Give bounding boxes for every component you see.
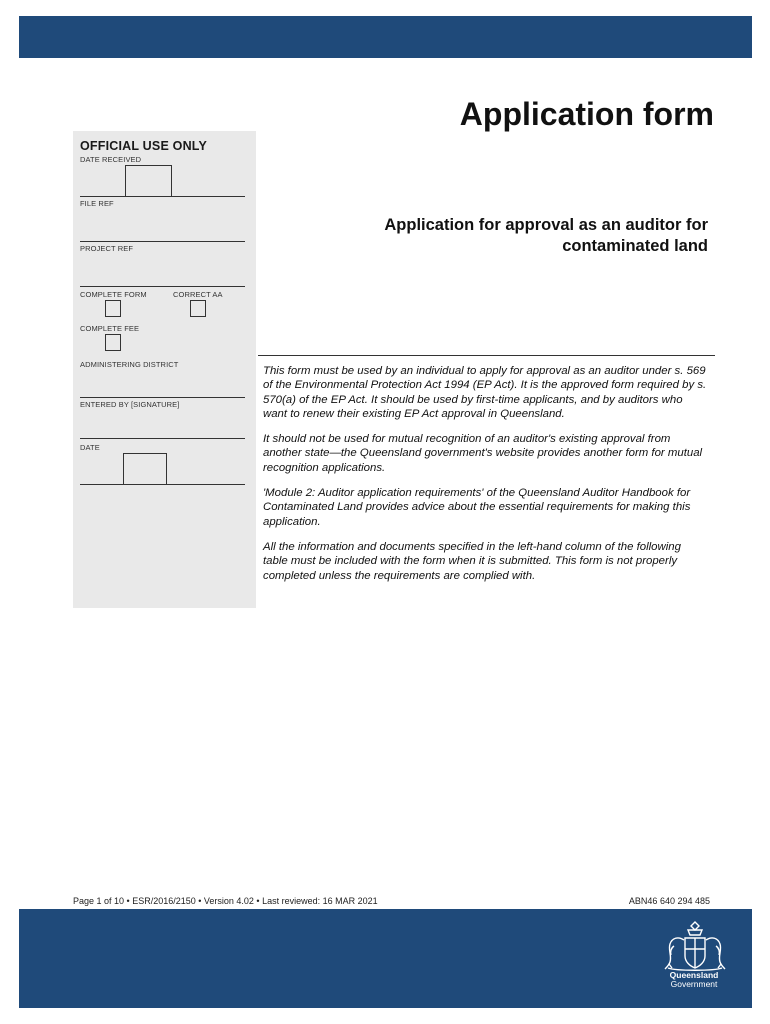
official-use-panel: [73, 131, 256, 608]
entered-by-field[interactable]: [80, 438, 245, 439]
date-label: DATE: [80, 443, 100, 452]
file-ref-label: FILE REF: [80, 199, 114, 208]
date-line: [80, 484, 245, 485]
date-received-line: [80, 196, 245, 197]
intro-paragraph-3: 'Module 2: Auditor application requirements' of the Queensland Auditor Handbook for Contaminated Land provides advice about the essential requirements for making this application.: [263, 487, 691, 528]
project-ref-field[interactable]: [80, 286, 245, 287]
entered-by-label: ENTERED BY [SIGNATURE]: [80, 400, 180, 409]
correct-aa-checkbox[interactable]: [190, 300, 206, 317]
intro-text: [263, 364, 708, 594]
footer-abn: ABN46 640 294 485: [628, 896, 710, 906]
intro-paragraph-2: It should not be used for mutual recognition of an auditor's existing approval from another state—the Queensland government's website provides another form for mutual recognition applications.: [263, 433, 703, 474]
file-ref-field[interactable]: [80, 241, 245, 242]
header-bar: [19, 16, 752, 58]
subtitle-line-2: contaminated land: [562, 237, 708, 255]
government-logo-text: [661, 971, 727, 989]
page-title: Application form: [459, 96, 714, 132]
administering-district-field[interactable]: [80, 397, 245, 398]
project-ref-label: PROJECT REF: [80, 244, 134, 253]
footer-bar: [19, 909, 752, 1008]
logo-line-1: Queensland: [669, 970, 719, 980]
date-received-label: DATE RECEIVED: [80, 155, 142, 164]
official-use-heading: OFFICIAL USE ONLY: [80, 139, 208, 153]
intro-paragraph-1: This form must be used by an individual to apply for approval as an auditor under s. 569 of the Environmental Protection Act 1994 (EP Act). It is the approved form required by s. 570(a) of the EP Act. It should be used by first-time applicants, and by auditors who want to renew their existing EP Act approval in Queensland.: [263, 365, 707, 420]
form-subtitle: [384, 215, 708, 257]
correct-aa-label: CORRECT AA: [173, 290, 223, 299]
complete-fee-checkbox[interactable]: [105, 334, 121, 351]
date-received-box[interactable]: [125, 165, 172, 197]
intro-paragraph-4: All the information and documents specified in the left-hand column of the following table must be included with the form when it is submitted. This form is not properly completed unless the requirements are complied with.: [263, 540, 681, 582]
date-box[interactable]: [123, 453, 167, 485]
complete-form-label: COMPLETE FORM: [80, 290, 147, 299]
footer-page-info: Page 1 of 10 • ESR/2016/2150 • Version 4.02 • Last reviewed: 16 MAR 2021: [73, 896, 378, 906]
section-divider: [258, 355, 715, 356]
complete-form-checkbox[interactable]: [105, 300, 121, 317]
logo-line-2: Government: [670, 979, 718, 989]
subtitle-line-1: Application for approval as an auditor for: [384, 216, 708, 234]
administering-district-label: ADMINISTERING DISTRICT: [80, 360, 179, 369]
complete-fee-label: COMPLETE FEE: [80, 324, 140, 333]
